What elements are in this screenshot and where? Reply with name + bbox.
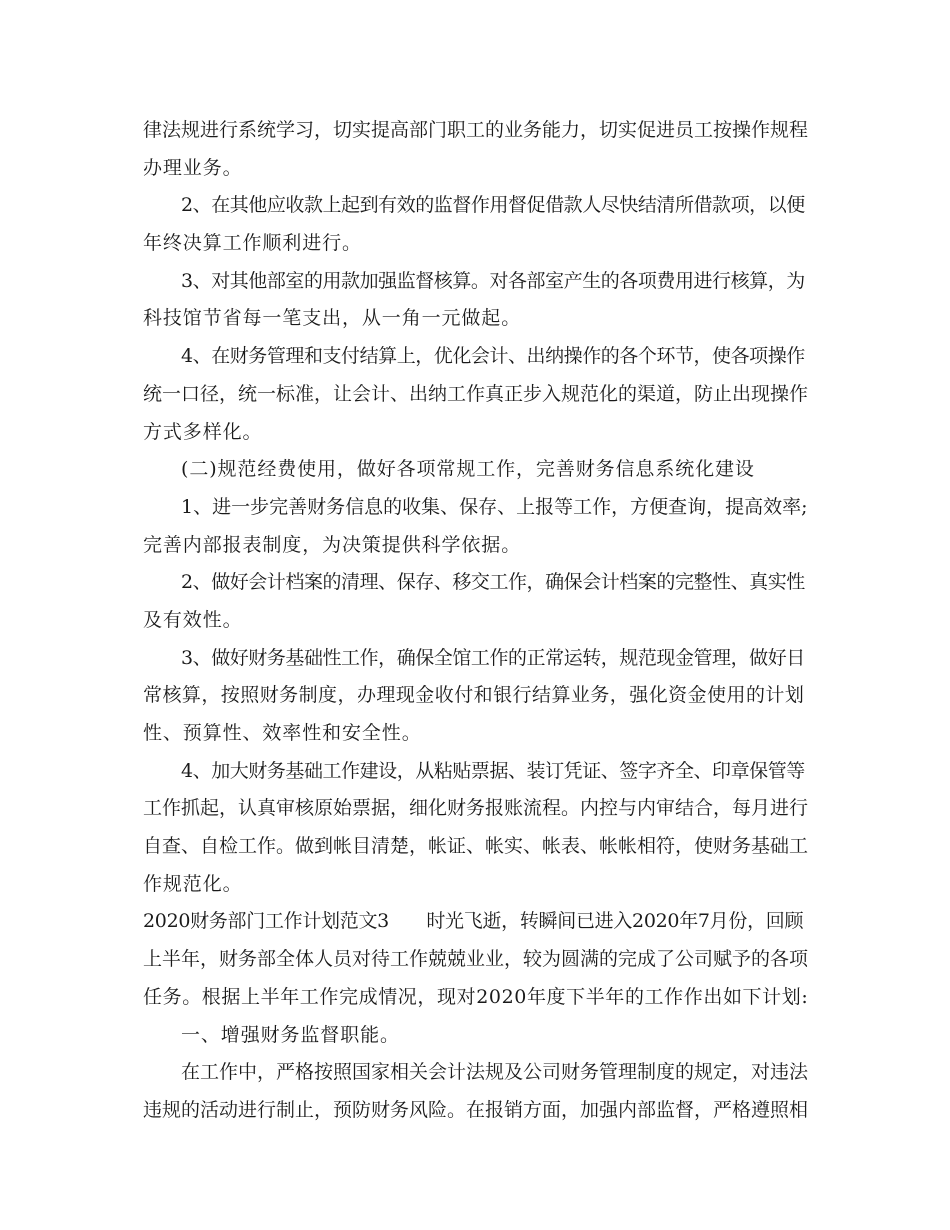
text-line: 2020财务部门工作计划范文3 时光飞逝，转瞬间已进入2020年7月份，回顾 bbox=[143, 910, 804, 933]
text-line: 3、做好财务基础性工作，确保全馆工作的正常运转，规范现金管理，做好日 bbox=[181, 646, 805, 669]
text-line: 4、在财务管理和支付结算上，优化会计、出纳操作的各个环节，使各项操作 bbox=[181, 345, 805, 368]
text-line: 1、进一步完善财务信息的收集、保存、上报等工作，方便查询，提高效率; bbox=[181, 495, 808, 518]
text-line: 办理业务。 bbox=[143, 156, 243, 179]
text-line: 2、做好会计档案的清理、保存、移交工作，确保会计档案的完整性、真实性 bbox=[181, 571, 805, 594]
text-line: 4、加大财务基础工作建设，从粘贴票据、装订凭证、签字齐全、印章保管等 bbox=[181, 759, 805, 782]
text-line: 上半年，财务部全体人员对待工作兢兢业业，较为圆满的完成了公司赋予的各项 bbox=[143, 948, 809, 971]
text-line: 任务。根据上半年工作完成情况，现对2020年度下半年的工作作出如下计划: bbox=[143, 985, 809, 1008]
text-line: 在工作中，严格按照国家相关会计法规及公司财务管理制度的规定，对违法 bbox=[181, 1061, 809, 1084]
text-line: 律法规进行系统学习，切实提高部门职工的业务能力，切实促进员工按操作规程 bbox=[143, 119, 809, 141]
text-line: 方式多样化。 bbox=[143, 420, 263, 443]
text-line: 年终决算工作顺利进行。 bbox=[143, 232, 362, 255]
text-line: 一、增强财务监督职能。 bbox=[181, 1023, 400, 1046]
text-line: 2、在其他应收款上起到有效的监督作用督促借款人尽快结清所借款项，以便 bbox=[181, 194, 805, 217]
text-line: 作规范化。 bbox=[143, 872, 243, 895]
text-line: 自查、自检工作。做到帐目清楚，帐证、帐实、帐表、帐帐相符，使财务基础工 bbox=[143, 835, 809, 858]
text-line: 完善内部报表制度，为决策提供科学依据。 bbox=[143, 533, 522, 556]
text-line: (二)规范经费使用，做好各项常规工作，完善财务信息系统化建设 bbox=[181, 458, 755, 481]
document-body bbox=[143, 112, 808, 1130]
text-line: 统一口径，统一标准，让会计、出纳工作真正步入规范化的渠道，防止出现操作 bbox=[143, 382, 809, 405]
text-line: 常核算，按照财务制度，办理现金收付和银行结算业务，强化资金使用的计划 bbox=[143, 684, 805, 707]
text-line: 科技馆节省每一笔支出，从一角一元做起。 bbox=[143, 307, 522, 330]
text-line: 3、对其他部室的用款加强监督核算。对各部室产生的各项费用进行核算，为 bbox=[181, 269, 805, 292]
text-line: 及有效性。 bbox=[143, 608, 243, 631]
text-line: 工作抓起，认真审核原始票据，细化财务报账流程。内控与内审结合，每月进行 bbox=[143, 797, 809, 820]
text-line: 性、预算性、效率性和安全性。 bbox=[143, 722, 422, 744]
text-line: 违规的活动进行制止，预防财务风险。在报销方面，加强内部监督，严格遵照相 bbox=[143, 1098, 809, 1121]
